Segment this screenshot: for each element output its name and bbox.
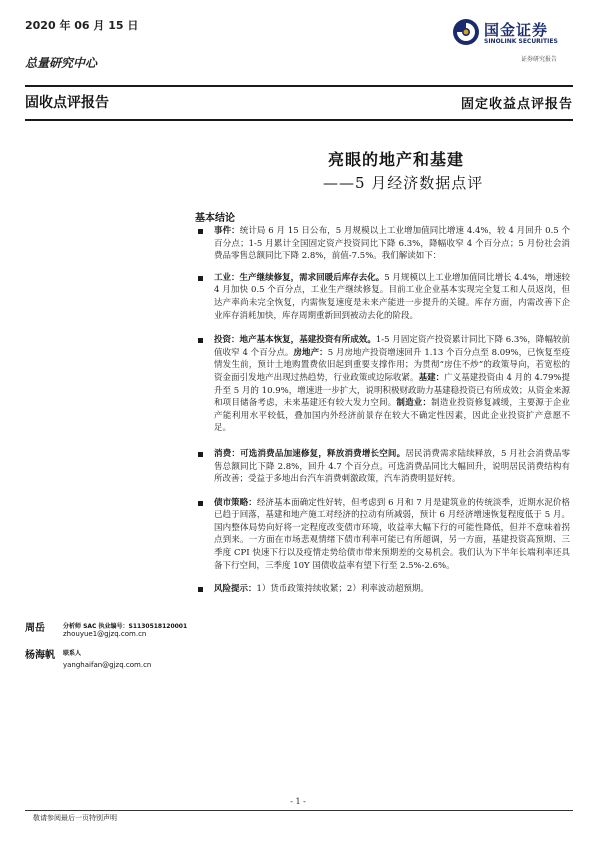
item-text: 1-5 月固定资产投资累计同比下降 6.3%，降幅较前值收窄 4 个百分点。 [214, 335, 570, 358]
footer-rule [25, 810, 573, 811]
analyst-email-link[interactable]: yanghaifan@gjzq.com.cn [63, 661, 152, 669]
item-text: 居民消费需求陆续释放，5 月社会消费品零售总额同比下降 2.8%，回升 4.7 个百分点。可选消费品同比大幅回升，说明居民消费结构有所改善；受益于多地出台汽车消费刺激政策，汽车消费明显好转。 [214, 448, 570, 485]
item-text: 1）货币政策持续收紧；2）利率波动超预期。 [256, 584, 429, 595]
item-text: 制造业投资修复减缓，主要源于企业产能利用水平较低，叠加国内外经济前景存在较大不确定性因素，因此企业投资扩产意愿不足。 [214, 398, 570, 434]
item-heading: 工业：生产继续修复，需求回暖后库存去化。 [214, 272, 385, 283]
list-item [197, 334, 570, 435]
item-subheading: 基建： [418, 372, 445, 383]
document-category: 固定收益点评报告 [460, 97, 573, 112]
list-item [197, 497, 570, 573]
key-conclusions-list [197, 225, 570, 596]
item-heading: 消费：可选消费品加速修复，释放消费增长空间。 [214, 448, 406, 459]
section-title-key-conclusions: 基本结论 [195, 213, 235, 224]
analyst-name: 杨海帆 [25, 650, 55, 661]
report-title: 亮眼的地产和基建 [328, 150, 465, 169]
document-type: 固收点评报告 [25, 95, 109, 111]
report-date: 2020 年 06 月 15 日 [25, 19, 139, 32]
logo-tagline: 证券研究报告 [521, 56, 558, 63]
analyst-name: 周岳 [25, 623, 45, 634]
department-label: 总量研究中心 [25, 56, 98, 70]
page-number: - 1 - [290, 797, 306, 806]
item-subheading: 房地产： [293, 347, 328, 358]
item-text: 5 月规模以上工业增加值同比增长 4.4%，增速较 4 月加快 0.5 个百分点，工业生产继续修复。目前工业企业基本实现完全复工和人员返岗，但达产率尚未完全恢复，内需恢复速度是未来产能进一步提升的关键。库存方面，内需改善下企业库存消耗加快，库存周期重新回到被动去化的阶段。 [214, 272, 570, 321]
list-item [197, 225, 570, 263]
item-heading: 债市策略： [214, 497, 257, 508]
list-item [197, 448, 570, 486]
item-heading: 风险提示： [214, 584, 257, 595]
footer-disclaimer: 敬请参阅最后一页特别声明 [33, 814, 117, 822]
logo-name-en: SINOLINK SECURITIES [484, 38, 558, 45]
list-item [197, 272, 570, 322]
header-rule-bottom [25, 119, 573, 121]
header-rule-top [25, 85, 573, 87]
item-heading: 投资：地产基本恢复，基建投资有所成效。 [214, 335, 376, 346]
item-subheading: 制造业： [396, 398, 432, 409]
item-heading: 事件： [214, 226, 240, 236]
report-subtitle: ——5 月经济数据点评 [323, 174, 484, 192]
analyst-role: 分析师 SAC 执业编号：S1130518120001 [63, 623, 188, 630]
item-text: 统计局 6 月 15 日公布，5 月规模以上工业增加值同比增速 4.4%，较 4 月回升 0.5 个百分点；1-5 月累计全国固定资产投资同比下降 6.3%，降幅收窄 4 个百分点；5 月份社会消费品零售总额同比下降 2.8%，前值-7.5%。我们解读如下： [214, 226, 570, 262]
item-text: 经济基本面确定性好转，但考虑到 6 月和 7 月是建筑业的传统淡季，近期水泥价格已趋于回落，基建和地产施工对经济的拉动有所减弱，预计 6 月经济增速恢复程度低于 5 月。国内整体局势向好将一定程度改变债市环境，收益率大幅下行的可能性降低，但并不意味着拐点到来。一方面在市场悲观情绪下债市利率可能已有所超调，另一方面，基建投资高预期、三季度 CPI 快速下行以及疫情走势给债市带来预期差的交易机会。我们认为下半年长端利率还具备下行空间，三季度 10Y 国债收益率有望下行至 2.5%-2.6%。 [214, 497, 570, 571]
item-text: 5 月房地产投资增速回升 1.13 个百分点至 8.09%，已恢复至疫情发生前，预计土地购置费依旧起到重要支撑作用；为贯彻“房住不炒”的政策导向，若宽松的资金面引发地产出现过热趋势，行业政策或边际收紧。 [214, 347, 570, 383]
sinolink-logo-icon [452, 18, 480, 46]
item-text: 广义基建投资由 4 月的 4.79%提升至 5 月的 10.9%，增速进一步扩大，说明积极财政助力基建稳投资已有所成效；从资金来源和项目储备考虑，未来基建还有较大发力空间。 [214, 372, 570, 409]
logo-name-cn: 国金证券 [484, 21, 549, 39]
analyst-role: 联系人 [63, 650, 82, 657]
company-logo [452, 16, 577, 52]
analyst-email-link[interactable]: zhouyue1@gjzq.com.cn [63, 630, 147, 638]
list-item [197, 583, 570, 596]
